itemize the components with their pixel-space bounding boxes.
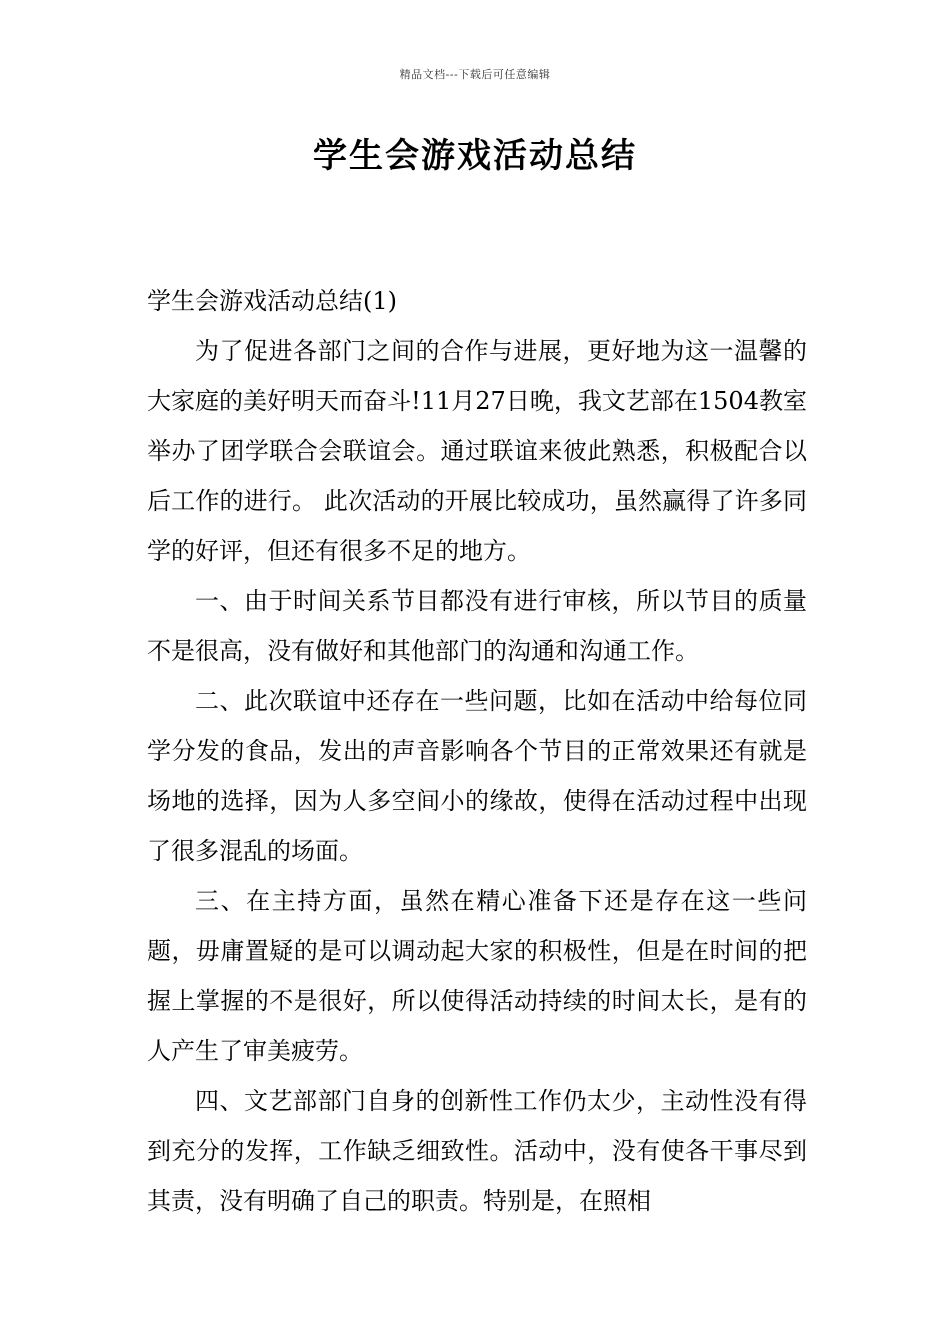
document-body <box>147 276 807 1226</box>
section-subheading: 学生会游戏活动总结(1) <box>147 287 397 315</box>
document-title: 学生会游戏活动总结 <box>313 136 637 176</box>
header-note: 精品文档---下载后可任意编辑 <box>399 68 551 81</box>
paragraph-point-3: 三、在主持方面，虽然在精心准备下还是存在这一些问题，毋庸置疑的是可以调动起大家的积极性，但是在时间的把握上掌握的不是很好，所以使得活动持续的时间太长，是有的人产生了审美疲劳。 <box>147 887 807 1065</box>
paragraph-intro: 为了促进各部门之间的合作与进展，更好地为这一温馨的大家庭的美好明天而奋斗!11月27日晚，我文艺部在1504教室举办了团学联合会联谊会。通过联谊来彼此熟悉，积极配合以后工作的进行。 此次活动的开展比较成功，虽然赢得了许多同学的好评，但还有很多不足的地方。 <box>147 337 807 565</box>
paragraph-point-2: 二、此次联谊中还存在一些问题，比如在活动中给每位同学分发的食品，发出的声音影响各个节目的正常效果还有就是场地的选择，因为人多空间小的缘故，使得在活动过程中出现了很多混乱的场面。 <box>147 687 807 865</box>
paragraph-point-4: 四、文艺部部门自身的创新性工作仍太少，主动性没有得到充分的发挥，工作缺乏细致性。活动中，没有使各干事尽到其责，没有明确了自己的职责。特别是，在照相 <box>147 1087 807 1215</box>
paragraph-point-1: 一、由于时间关系节目都没有进行审核，所以节目的质量不是很高，没有做好和其他部门的沟通和沟通工作。 <box>147 587 807 665</box>
